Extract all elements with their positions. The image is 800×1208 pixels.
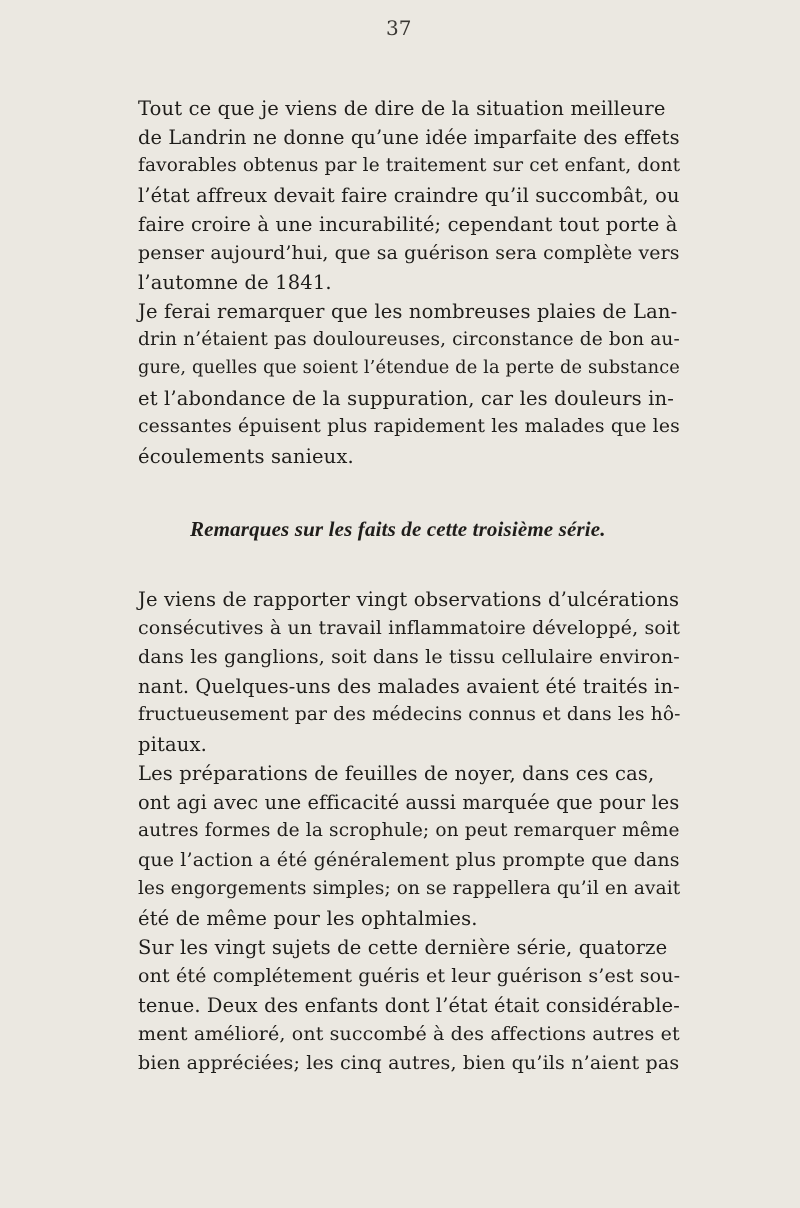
text-line: les engorgements simples; on se rappellera qu’il en avait — [138, 878, 681, 899]
text-line: drin n’étaient pas douloureuses, circonstance de bon au- — [138, 329, 680, 350]
text-line: bien appréciées; les cinq autres, bien qu’ils n’aient pas — [138, 1052, 680, 1074]
page-number: 37 — [386, 16, 412, 40]
text-line: ont agi avec une efficacité aussi marquée que pour les — [138, 791, 680, 814]
text-line: autres formes de la scrophule; on peut remarquer même — [138, 820, 680, 841]
text-line: et l’abondance de la suppuration, car les douleurs in- — [138, 387, 675, 410]
text-line: tenue. Deux des enfants dont l’état était considérable- — [138, 994, 680, 1017]
section-heading: Remarques sur les faits de cette troisième série. — [190, 517, 606, 541]
text-line: Les préparations de feuilles de noyer, dans ces cas, — [138, 762, 655, 785]
text-line: l’automne de 1841. — [138, 271, 332, 294]
text-line: faire croire à une incurabilité; cependant tout porte à — [138, 213, 678, 236]
text-line: été de même pour les ophtalmies. — [138, 907, 478, 930]
text-line: Je viens de rapporter vingt observations d’ulcérations — [138, 588, 680, 611]
text-line: favorables obtenus par le traitement sur cet enfant, dont — [138, 155, 681, 176]
text-line: de Landrin ne donne qu’une idée imparfaite des effets — [138, 126, 680, 149]
text-line: pitaux. — [138, 733, 207, 756]
text-line: gure, quelles que soient l’étendue de la perte de substance — [138, 358, 680, 378]
text-line: consécutives à un travail inflammatoire développé, soit — [138, 617, 681, 639]
text-line: nant. Quelques-uns des malades avaient été traités in- — [138, 675, 680, 698]
text-line: écoulements sanieux. — [138, 445, 354, 468]
text-line: Je ferai remarquer que les nombreuses plaies de Lan- — [138, 300, 678, 323]
text-line: fructueusement par des médecins connus et dans les hô- — [138, 704, 681, 725]
text-line: ment amélioré, ont succombé à des affections autres et — [138, 1023, 680, 1045]
text-line: cessantes épuisent plus rapidement les malades que les — [138, 416, 680, 437]
text-line: penser aujourd’hui, que sa guérison sera complète vers — [138, 242, 680, 264]
text-line: que l’action a été généralement plus prompte que dans — [138, 849, 680, 871]
text-line: dans les ganglions, soit dans le tissu cellulaire environ- — [138, 646, 680, 668]
text-line: l’état affreux devait faire craindre qu’il succombât, ou — [138, 184, 680, 207]
text-line: Tout ce que je viens de dire de la situation meilleure — [138, 97, 666, 120]
text-line: Sur les vingt sujets de cette dernière série, quatorze — [138, 936, 668, 959]
text-line: ont été complétement guéris et leur guérison s’est sou- — [138, 965, 681, 987]
